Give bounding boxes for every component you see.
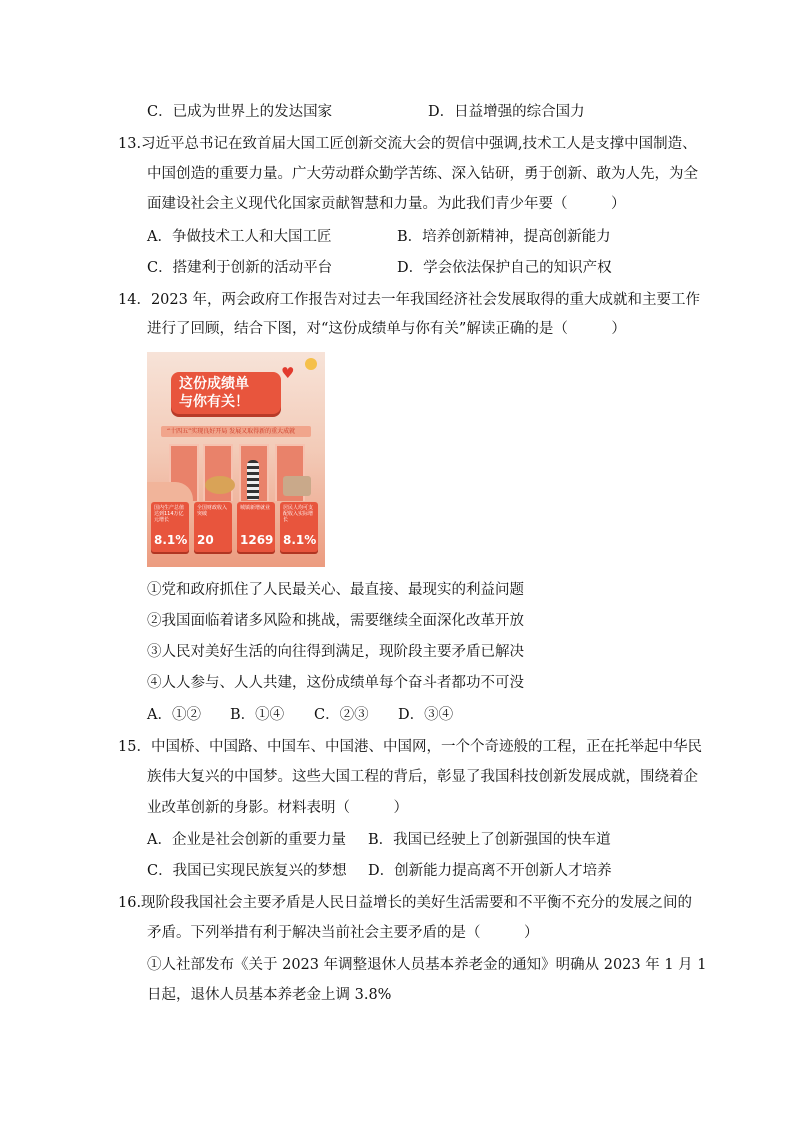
- poster-stat-value: 20: [197, 533, 214, 547]
- poster-stat-label: 全国财政收入突破: [197, 505, 228, 517]
- poster-stat-label: 国内生产总值达到114万亿元增长: [154, 505, 185, 523]
- q14-option-d: D．③④: [398, 707, 454, 723]
- q13-option-a: A．争做技术工人和大国工匠: [147, 229, 332, 245]
- q15-option-c: C．我国已实现民族复兴的梦想: [147, 863, 347, 879]
- poster-stat-card: [237, 502, 275, 552]
- q14-stem-line1: 14．2023 年，两会政府工作报告对过去一年我国经济社会发展取得的重大成就和主要工作: [118, 292, 700, 308]
- poster-stat-label: 居民人均可支配收入实际增长: [283, 505, 314, 523]
- heart-icon: ♥: [281, 364, 295, 382]
- poster-stat-card: [280, 502, 318, 552]
- q14-stem-line2: 进行了回顾，结合下图，对“这份成绩单与你有关”解读正确的是（ ）: [147, 321, 626, 337]
- poster-stat-value: 8.1%: [154, 533, 188, 547]
- q12-option-d: D．日益增强的综合国力: [428, 104, 585, 120]
- poster-title-banner: [171, 372, 281, 414]
- q13-option-b: B．培养创新精神，提高创新能力: [397, 229, 611, 245]
- q16-item-1-line1: ①人社部发布《关于 2023 年调整退休人员基本养老金的通知》明确从 2023 年 1 月 1: [147, 957, 707, 973]
- poster-stat-label: 城镇新增就业: [240, 505, 271, 511]
- q16-item-1-line2: 日起，退休人员基本养老金上调 3.8%: [147, 987, 392, 1003]
- q13-stem-line1: 13.习近平总书记在致首届大国工匠创新交流大会的贺信中强调,技术工人是支撑中国制造、: [118, 136, 697, 152]
- coins-illustration: [205, 476, 235, 494]
- shopping-cart-illustration: [283, 476, 311, 496]
- poster-title-line2: 与你有关！: [179, 394, 249, 410]
- achievement-poster-image: [147, 352, 325, 567]
- poster-stat-card: [194, 502, 232, 552]
- q15-option-d: D．创新能力提高离不开创新人才培养: [368, 863, 612, 879]
- q13-option-d: D．学会依法保护自己的知识产权: [397, 260, 612, 276]
- q14-item-2: ②我国面临着诸多风险和挑战，需要继续全面深化改革开放: [147, 613, 524, 629]
- q15-stem-line1: 15．中国桥、中国路、中国车、中国港、中国网，一个个奇迹般的工程，正在托举起中华民: [118, 739, 702, 755]
- poster-stat-value: 1269: [240, 533, 274, 547]
- q14-option-b: B．①④: [230, 707, 285, 723]
- q15-stem-line2: 族伟大复兴的中国梦。这些大国工程的背后，彰显了我国科技创新发展成就，围绕着企: [147, 769, 698, 785]
- q13-option-c: C．搭建利于创新的活动平台: [147, 260, 333, 276]
- sun-icon: [305, 358, 317, 370]
- q16-stem-line1: 16.现阶段我国社会主要矛盾是人民日益增长的美好生活需要和不平衡不充分的发展之间的: [118, 895, 693, 911]
- q14-item-3: ③人民对美好生活的向往得到满足，现阶段主要矛盾已解决: [147, 644, 524, 660]
- q14-option-a: A．①②: [147, 707, 201, 723]
- q13-stem-line3: 面建设社会主义现代化国家贡献智慧和力量。为此我们青少年要（ ）: [147, 196, 626, 212]
- person-illustration: [247, 460, 259, 500]
- poster-stat-value: 8.1%: [283, 533, 317, 547]
- q14-item-1: ①党和政府抓住了人民最关心、最直接、最现实的利益问题: [147, 582, 524, 598]
- poster-title-line1: 这份成绩单: [179, 376, 249, 392]
- poster-subtitle: “十四五”实现良好开局 发展又取得新的重大成就: [167, 428, 296, 435]
- poster-stat-card: [151, 502, 189, 552]
- q15-option-b: B．我国已经驶上了创新强国的快车道: [368, 832, 611, 848]
- q16-stem-line2: 矛盾。下列举措有利于解决当前社会主要矛盾的是（ ）: [147, 925, 539, 941]
- q12-option-c: C．已成为世界上的发达国家: [147, 104, 333, 120]
- q13-stem-line2: 中国创造的重要力量。广大劳动群众勤学苦练、深入钻研，勇于创新、敢为人先，为全: [147, 166, 698, 182]
- poster-subtitle-strip: [161, 426, 311, 437]
- q14-item-4: ④人人参与、人人共建，这份成绩单每个奋斗者都功不可没: [147, 675, 524, 691]
- q15-option-a: A．企业是社会创新的重要力量: [147, 832, 346, 848]
- q15-stem-line3: 业改革创新的身影。材料表明（ ）: [147, 800, 408, 816]
- q14-option-c: C．②③: [314, 707, 369, 723]
